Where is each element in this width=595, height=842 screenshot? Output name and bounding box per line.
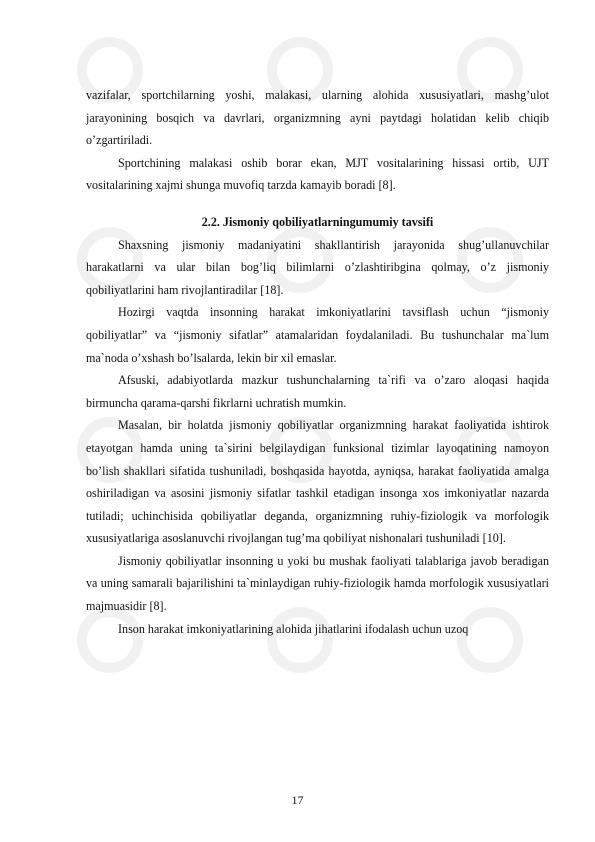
page-number: 17 [291,793,304,807]
paragraph: Sportchining malakasi oshib borar ekan, MJT vositalarining hissasi ortib, UJT vositalarining xajmi shunga muvofiq tarzda kamayib boradi [8]. [86,155,549,193]
paragraph-continuation: vazifalar, sportchilarning yoshi, malakasi, ularning alohida xususiyatlari, mashg’ulot jarayonining bosqich va davrlari, organizmning ayni paytdagi holatidan kelib chiqib o’zgartiriladi. [86,88,549,148]
paragraph: Inson harakat imkoniyatlarining alohida jihatlarini ifodalash uchun uzoq [118,621,469,636]
paragraph: Afsuski, adabiyotlarda mazkur tushunchalarning ta`rifi va o’zaro aloqasi haqida birmuncha qarama-qarshi fikrlarni uchratish mumkin. [86,373,549,410]
document-body [86,84,549,640]
paragraph: Shaxsning jismoniy madaniyatini shakllantirish jarayonida shug’ullanuvchilar harakatlarni va ular bilan bog’liq bilimlarni o’zlashtiribgina qolmay, o’z jismoniy qobiliyatlarini ham rivojlantiradilar [18]. [86,237,549,297]
paragraph: Hozirgi vaqtda insonning harakat imkoniyatlarini tavsiflash uchun “jismoniy qobiliyatlar” va “jismoniy sifatlar” atamalaridan foydalaniladi. Bu tushunchalar ma`lum ma`noda o’xshash bo’lsalarda, lekin bir xil emaslar. [86,305,549,365]
paragraph: Jismoniy qobiliyatlar insonning u yoki bu mushak faoliyati talablariga javob beradigan va uning samarali bajarilishini ta`minlaydigan ruhiy-fiziologik hamda morfologik xususiyatlari majmuasidir [8]. [86,553,549,614]
paragraph: Masalan, bir holatda jismoniy qobiliyatlar organizmning harakat faoliyatida ishtirok etayotgan hamda uning ta`sirini belgilaydigan funksional tizimlar layoqatining namoyon bo’lish shakllari sifatida tushuniladi, boshqasida hayotda, ayniqsa, harakat faoliyatida amalga oshiriladigan va asosini jismoniy sifatlar tashkil etadigan insonga xos imkoniyatlar nazarda tutiladi; uchinchisida qobiliyatlar deganda, organizmning ruhiy-fiziologik va morfologik xususiyatlariga asoslanuvchi rivojlangan tug’ma qobiliyat nishonalari tushuniladi [10]. [86,418,549,546]
section-heading: 2.2. Jismoniy qobiliyatlarningumumiy tavsifi [201,214,434,229]
